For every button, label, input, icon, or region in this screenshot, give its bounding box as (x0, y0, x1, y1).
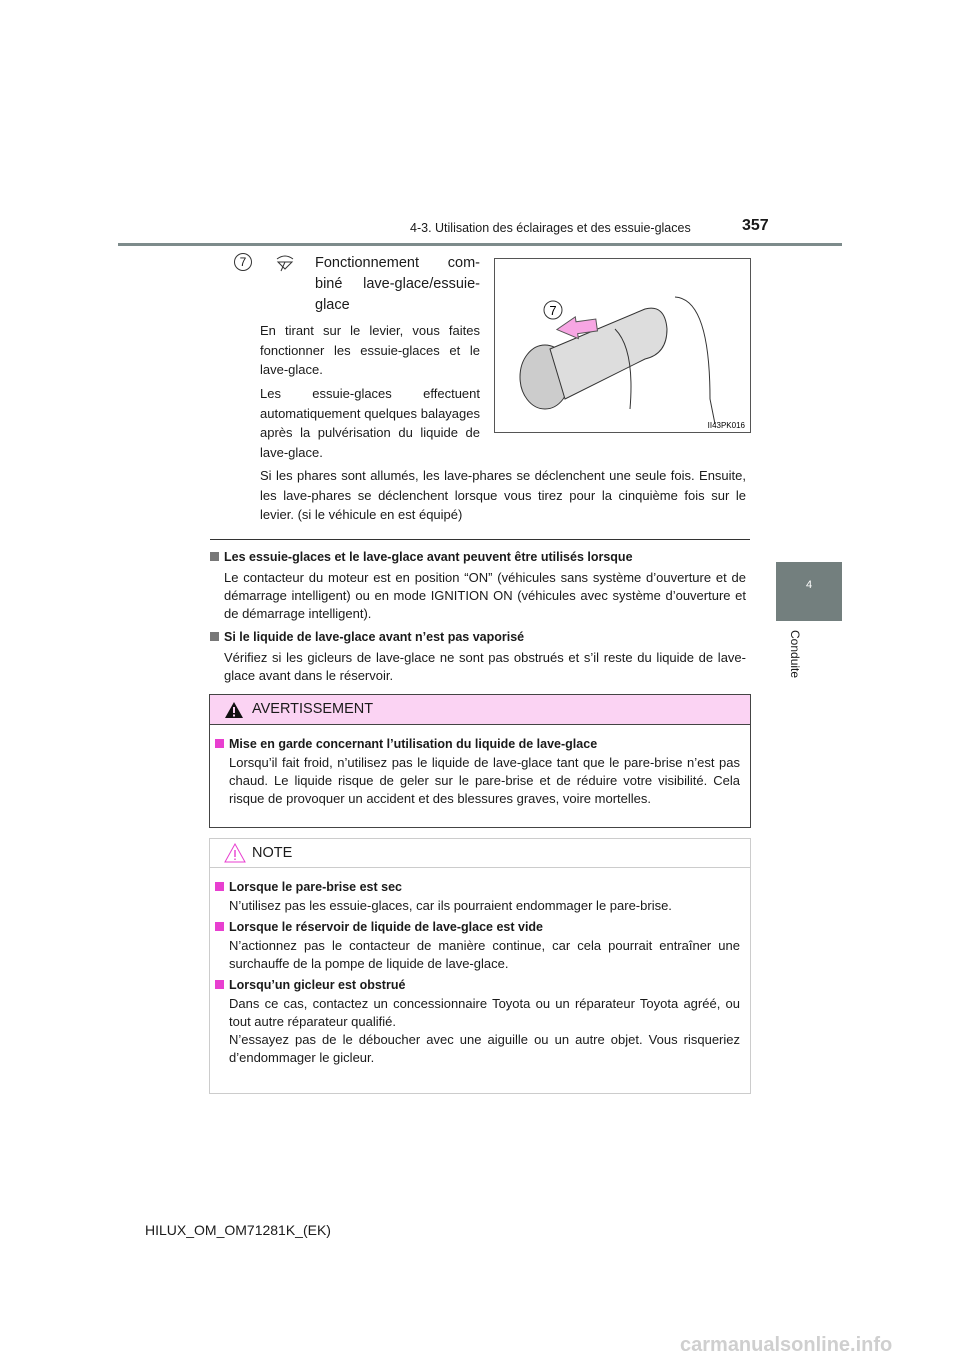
item-number: 7 (234, 253, 252, 271)
square-bullet-icon (210, 552, 219, 561)
note-text: N’essayez pas de le déboucher avec une aiguille ou un autre objet. Vous risqueriez d’endommager le gicleur. (229, 1032, 740, 1065)
caution-icon (224, 843, 246, 863)
washer-wiper-icon (274, 253, 296, 273)
document-code: HILUX_OM_OM71281K_(EK) (145, 1222, 331, 1238)
section-title: 4-3. Utilisation des éclairages et des essuie-glaces (410, 221, 691, 235)
divider (210, 539, 750, 540)
warning-title: AVERTISSEMENT (252, 701, 374, 717)
warning-box (209, 694, 751, 828)
square-bullet-icon (215, 980, 224, 989)
note-box (209, 838, 751, 1094)
note-heading: Lorsque le réservoir de liquide de lave-glace est vide (229, 920, 544, 934)
info-heading: Les essuie-glaces et le lave-glace avant peuvent être utilisés lorsque (224, 550, 633, 564)
watermark: carmanualsonline.info (680, 1334, 893, 1356)
figure-code: II43PK016 (707, 421, 745, 430)
note-heading: Lorsqu’un gicleur est obstrué (229, 978, 406, 992)
note-heading: Lorsque le pare-brise est sec (229, 880, 402, 894)
chapter-tab[interactable]: 4 (776, 562, 842, 621)
note-text: N’utilisez pas les essuie-glaces, car ils pourraient endommager le pare-brise. (229, 898, 672, 913)
note-title: NOTE (252, 845, 293, 861)
warning-icon (224, 701, 244, 719)
info-text: Vérifiez si les gicleurs de lave-glace ne sont pas obstrués et s’il reste du liquide de lave-glace avant dans le réservoir. (224, 650, 746, 683)
square-bullet-icon (215, 739, 224, 748)
item-para-1: En tirant sur le levier, vous faites fonctionner les essuie-glaces et le lave-glace. (260, 323, 480, 377)
warning-heading: Mise en garde concernant l’utilisation du liquide de lave-glace (229, 737, 598, 751)
lever-drawing (495, 259, 750, 432)
item-title-3: glace (315, 297, 350, 313)
square-bullet-icon (215, 882, 224, 891)
lever-illustration (494, 258, 751, 433)
info-heading: Si le liquide de lave-glace avant n’est pas vaporisé (224, 630, 525, 644)
note-text: Dans ce cas, contactez un concessionnaire Toyota ou un réparateur Toyota agréé, ou tout autre réparateur qualifié. (229, 996, 740, 1029)
square-bullet-icon (210, 632, 219, 641)
chapter-label: Conduite (788, 630, 802, 679)
item-title-2: biné lave-glace/essuie- (315, 276, 480, 292)
figure-callout: 7 (549, 303, 557, 318)
info-text: Le contacteur du moteur est en position “ON” (véhicules sans système d’ouverture et de démarrage intelligent) ou en mode IGNITION ON (véhicules avec système d’ouverture et de démarrage intelligent). (224, 570, 746, 621)
header-rule (118, 243, 842, 246)
warning-text: Lorsqu’il fait froid, n’utilisez pas le liquide de lave-glace tant que le pare-brise n’est pas chaud. Le liquide risque de geler sur le pare-brise et de réduire votre visibilité. Cela risque de provoquer un accident et des blessures graves, voire mortelles. (229, 755, 740, 806)
square-bullet-icon (215, 922, 224, 931)
note-text: N’actionnez pas le contacteur de manière continue, car cela pourrait entraîner une surchauffe de la pompe de liquide de lave-glace. (229, 938, 740, 971)
item-para-2: Les essuie-glaces effectuent automatiquement quelques balayages après la pulvérisation du liquide de lave-glace. (260, 386, 480, 460)
item-title-1: Fonctionnement com- (315, 255, 480, 271)
page-number: 357 (742, 217, 769, 234)
item-para-3: Si les phares sont allumés, les lave-phares se déclenchent une seule fois. Ensuite, les lave-phares se déclenchent lorsque vous tirez pour la cinquième fois sur le levier. (si le véhicule en est équipé) (260, 468, 746, 522)
